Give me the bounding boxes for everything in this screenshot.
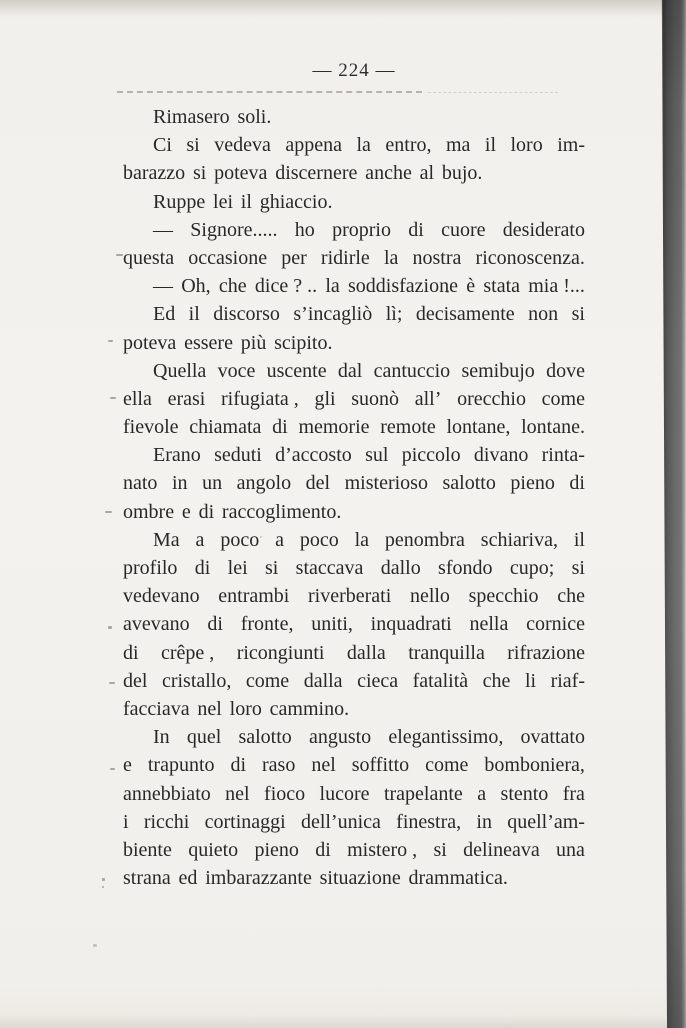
paragraph — [123, 300, 585, 356]
word: fra — [562, 782, 585, 805]
ink-speck — [105, 511, 112, 513]
word: come — [541, 387, 585, 410]
text-line — [123, 385, 585, 413]
word: memorie — [298, 416, 370, 439]
word: trapunto — [147, 754, 215, 777]
text-line: Ruppe lei il ghiaccio. — [153, 190, 333, 213]
word: proprio — [332, 218, 391, 241]
ink-speck — [102, 886, 104, 888]
word: di — [408, 218, 424, 241]
word: li — [524, 669, 537, 692]
word: di — [315, 838, 331, 861]
text-line — [123, 667, 585, 695]
word: la — [325, 275, 340, 298]
crease-line — [117, 91, 422, 93]
word: ridirle — [320, 246, 370, 269]
word: remote — [380, 416, 436, 439]
word: dalla — [346, 641, 386, 664]
word: la — [354, 528, 370, 551]
word: si — [571, 303, 585, 326]
word: in — [171, 472, 188, 495]
word: rinta- — [541, 444, 585, 467]
paragraph — [123, 103, 585, 131]
text-line — [123, 836, 585, 864]
text-line — [123, 272, 585, 300]
word: il — [573, 528, 585, 551]
text-line — [123, 780, 585, 808]
word: cornice — [526, 613, 585, 636]
word: Signore..... — [190, 218, 278, 241]
word: del — [123, 669, 148, 692]
word: di — [230, 754, 247, 777]
word: elegantissimo, — [388, 726, 504, 749]
text-line — [123, 582, 585, 610]
word: a — [477, 782, 487, 805]
word: nel — [311, 754, 336, 777]
word: annebbiato — [123, 782, 211, 805]
word: entro, — [385, 134, 432, 157]
ink-speck — [109, 682, 115, 684]
page-text — [123, 103, 585, 892]
word: soffitto — [351, 754, 410, 777]
word: di — [207, 613, 223, 636]
word: cortinaggi — [204, 810, 286, 833]
text-line: ombre e di raccoglimento. — [123, 500, 342, 523]
ink-speck — [110, 397, 116, 399]
word: lontane. — [521, 416, 585, 439]
word: cristallo, — [161, 669, 232, 692]
word: seduti — [214, 444, 262, 467]
word: dallo — [380, 557, 421, 579]
word: discorso — [213, 303, 280, 326]
word: crêpe , — [160, 641, 215, 664]
paragraph — [123, 272, 585, 300]
word: di — [123, 641, 139, 664]
word: desiderato — [502, 218, 585, 241]
word: mia !... — [528, 275, 585, 298]
word: uniti, — [311, 613, 353, 636]
scan-top-shading — [0, 0, 686, 16]
word: rifugiata , — [221, 387, 299, 410]
word: schiariva, — [480, 528, 558, 551]
word: a — [195, 528, 205, 551]
word: sfondo — [438, 557, 493, 579]
word: decisamente — [415, 303, 515, 326]
word: soddisfazione — [348, 275, 458, 298]
word: poco — [299, 528, 339, 551]
text-line — [123, 610, 585, 638]
word: Ed — [153, 303, 176, 326]
word: come — [425, 754, 469, 777]
word: inquadrati — [370, 613, 452, 636]
word: angolo — [236, 472, 292, 495]
word: a — [275, 528, 284, 551]
word: s’incagliò — [293, 303, 373, 326]
text-line: poteva essere più scipito. — [123, 331, 333, 354]
word: orecchio — [457, 387, 526, 410]
text-line: barazzo si poteva discernere anche al bujo. — [123, 162, 483, 185]
text-line — [123, 413, 585, 441]
word: nel — [225, 782, 250, 805]
word: fronte, — [240, 613, 294, 636]
word: all’ — [414, 387, 442, 410]
paragraph — [123, 188, 585, 216]
crease-line-faint — [428, 92, 558, 93]
word: ovattato — [520, 726, 585, 749]
word: salotto — [238, 726, 292, 749]
word: si — [186, 134, 200, 157]
paragraph — [123, 723, 585, 892]
text-line — [123, 723, 585, 751]
word: la — [383, 246, 399, 269]
word: si — [433, 838, 447, 861]
ink-speck — [108, 626, 112, 629]
word: ricongiunti — [236, 641, 325, 664]
ink-speck — [446, 290, 449, 293]
word: lì; — [385, 303, 403, 326]
word: trapelante — [383, 782, 463, 805]
word: cuore — [441, 218, 486, 241]
word: finestra, — [396, 810, 462, 833]
word: cantuccio — [373, 359, 451, 382]
word: la — [356, 134, 371, 157]
word: — — [153, 275, 173, 298]
word: erasi — [167, 387, 206, 410]
paragraph — [123, 216, 585, 272]
word: dalla — [303, 669, 343, 692]
word: Erano — [153, 444, 201, 467]
word: di — [194, 557, 211, 579]
word: dove — [546, 359, 585, 382]
word: il — [484, 134, 497, 157]
word: penombra — [384, 528, 465, 551]
ink-speck — [108, 340, 113, 342]
word: sul — [365, 444, 389, 467]
word: avevano — [123, 613, 190, 636]
word: lontane, — [446, 416, 511, 439]
word: una — [556, 838, 585, 861]
word: di — [272, 416, 288, 439]
word: In — [153, 726, 170, 749]
word: che — [218, 275, 247, 298]
word: Oh, — [181, 275, 211, 298]
text-line — [123, 357, 585, 385]
ink-speck — [102, 878, 105, 881]
word: — — [153, 218, 173, 241]
word: ella — [123, 387, 152, 410]
word: fioco — [264, 782, 306, 805]
word: mistero , — [347, 838, 418, 861]
text-line — [123, 639, 585, 667]
word: come — [245, 669, 290, 692]
word: nato — [123, 472, 158, 495]
text-line — [123, 469, 585, 497]
word: riverberati — [308, 585, 392, 608]
word: delineava — [463, 838, 540, 861]
word: entrambi — [218, 585, 290, 608]
word: cieca — [357, 669, 399, 692]
word: fievole — [123, 416, 179, 439]
word: quell’am- — [507, 810, 585, 833]
word: un — [202, 472, 223, 495]
word: angusto — [308, 726, 372, 749]
word: nostra — [412, 246, 462, 269]
word: stento — [500, 782, 549, 805]
word: rifrazione — [507, 641, 585, 664]
word: misterioso — [344, 472, 428, 495]
scan-bottom-shading — [0, 1016, 686, 1028]
text-line — [123, 441, 585, 469]
word: cupo; — [509, 557, 555, 579]
word: Ma — [153, 528, 180, 551]
text-line — [123, 526, 585, 554]
word: tranquilla — [408, 641, 485, 664]
text-line: strana ed imbarazzante situazione drammatica. — [123, 867, 508, 890]
text-line — [123, 244, 585, 272]
paragraph — [123, 441, 585, 526]
word: ma — [445, 134, 471, 157]
text-line — [123, 808, 585, 836]
word: questa — [123, 246, 175, 269]
word: divano — [473, 444, 529, 467]
word: dice ? .. — [254, 275, 318, 298]
ink-speck — [110, 768, 115, 770]
word: nella — [469, 613, 509, 636]
word: ricchi — [143, 810, 190, 833]
word: riconoscenza. — [475, 246, 585, 269]
ink-speck — [93, 944, 97, 947]
paragraph — [123, 131, 585, 187]
word: dal — [337, 359, 363, 382]
word: per — [281, 246, 307, 269]
word: in — [476, 810, 492, 833]
word: suonò — [351, 387, 400, 410]
word: che — [482, 669, 511, 692]
word: si — [264, 557, 279, 579]
word: ho — [294, 218, 315, 241]
word: Ci — [153, 134, 172, 157]
word: im- — [557, 134, 585, 157]
word: i — [123, 810, 129, 833]
word: pieno — [510, 472, 555, 495]
word: piccolo — [401, 444, 461, 467]
text-line — [123, 131, 585, 159]
text-line — [123, 554, 585, 582]
word: dell’unica — [300, 810, 381, 833]
text-line — [123, 751, 585, 779]
word: non — [528, 303, 559, 326]
text-line: facciava nel loro cammino. — [123, 697, 350, 720]
word: quieto — [188, 838, 239, 861]
page-number: — 224 — — [312, 60, 396, 81]
text-line — [123, 216, 585, 244]
word: di — [569, 472, 585, 495]
text-line — [123, 300, 585, 328]
word: vedevano — [123, 585, 200, 608]
word: profilo — [123, 557, 178, 579]
word: è — [466, 275, 476, 298]
word: d’accosto — [275, 444, 352, 467]
word: specchio — [468, 585, 539, 608]
word: voce — [217, 359, 256, 382]
word: lei — [227, 557, 248, 579]
word: loro — [510, 134, 543, 157]
word: staccava — [295, 557, 364, 579]
word: raso — [262, 754, 296, 777]
word: occasione — [188, 246, 268, 269]
paragraph — [123, 526, 585, 723]
word: biente — [123, 838, 172, 861]
word: poco — [220, 528, 260, 551]
word: gli — [314, 387, 336, 410]
word: si — [571, 557, 585, 579]
word: bomboniera, — [484, 754, 585, 777]
word: fatalità — [412, 669, 469, 692]
word: Quella — [153, 359, 207, 382]
word: nello — [409, 585, 450, 608]
word: il — [188, 303, 200, 326]
word: salotto — [442, 472, 496, 495]
word: vedeva — [214, 134, 271, 157]
ink-speck — [260, 536, 262, 538]
word: stata — [483, 275, 521, 298]
word: che — [557, 585, 585, 608]
word: semibujo — [461, 359, 535, 382]
word: del — [305, 472, 331, 495]
word: appena — [285, 134, 342, 157]
word: chiamata — [189, 416, 262, 439]
word: uscente — [266, 359, 327, 382]
word: lucore — [319, 782, 370, 805]
text-line: Rimasero soli. — [153, 106, 272, 128]
ink-speck — [116, 254, 123, 256]
word: e — [123, 754, 132, 777]
book-binding-edge — [660, 0, 686, 1028]
word: pieno — [254, 838, 299, 861]
word: riaf- — [550, 669, 585, 692]
word: quel — [186, 726, 222, 749]
paragraph — [123, 357, 585, 442]
